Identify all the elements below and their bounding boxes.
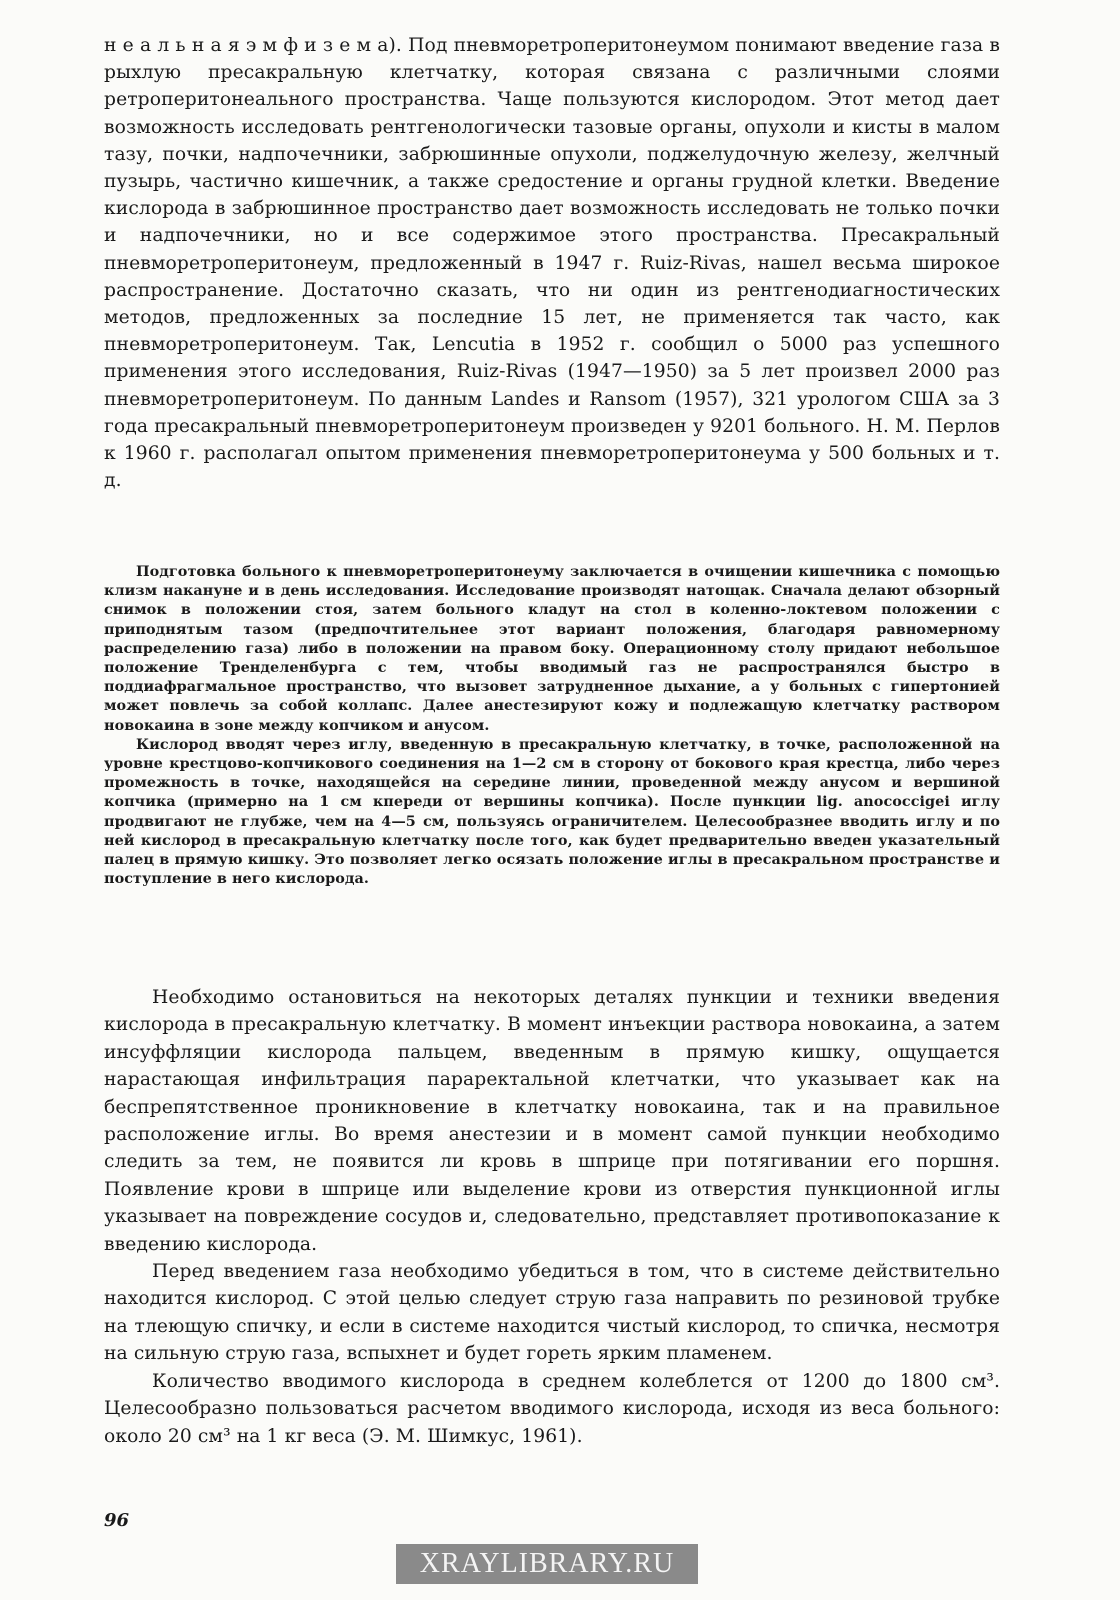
paragraph-puncture-details: Необходимо остановиться на некоторых деталях пункции и техники введения кислорода в пресакральную клетчатку. В момент инъекции раствора новокаина, а затем инсуффляции кислорода пальцем, введенным в прямую кишку, ощущается нарастающая инфильтрация параректальной клетчатки, что указывает как на беспрепятственное проникновение в клетчатку новокаина, так и на правильное расположение иглы. Во время анестезии и в момент самой пункции необходимо следить за тем, не появится ли кровь в шприце при потягивании его поршня. Появление крови в шприце или выделение крови из отверстия пункционной иглы указывает на повреждение сосудов и, следовательно, представляет противопоказание к введению кислорода. (104, 987, 1000, 1255)
paragraph-oxygen-check: Перед введением газа необходимо убедиться в том, что в системе действительно находится кислород. С этой целью следует струю газа направить по резиновой трубке на тлеющую спичку, и если в системе находится чистый кислород, то спичка, несмотря на сильную струю газа, вспыхнет и будет гореть ярким пламенем. (104, 1261, 1000, 1365)
main-text-bottom (104, 984, 1000, 1450)
paragraph-pneumoretroperitoneum-intro: н е а л ь н а я э м ф и з е м а). Под пневморетроперитонеумом понимают введение газа в рыхлую пресакральную клетчатку, которая связана с различными слоями ретроперитонеального пространства. Чаще пользуются кислородом. Этот метод дает возможность исследовать рентгенологически тазовые органы, опухоли и кисты в малом тазу, почки, надпочечники, забрюшинные опухоли, поджелудочную железу, желчный пузырь, частично кишечник, а также средостение и органы грудной клетки. Введение кислорода в забрюшинное пространство дает возможность исследовать не только почки и надпочечники, но и все содержимое этого пространства. Пресакральный пневморетроперитонеум, предложенный в 1947 г. Ruiz-Rivas, нашел весьма широкое распространение. Достаточно сказать, что ни один из рентгенодиагностических методов, предложенных за последние 15 лет, не применяется так часто, как пневморетроперитонеум. Так, Lencutia в 1952 г. сообщил о 5000 раз успешного применения этого исследования, Ruiz-Rivas (1947—1950) за 5 лет произвел 2000 раз пневморетроперитонеум. По данным Landes и Ransom (1957), 321 урологом США за 3 года пресакральный пневморетроперитонеум произведен у 9201 больного. Н. М. Перлов к 1960 г. располагал опытом применения пневморетроперитонеума у 500 больных и т. д. (104, 35, 1000, 492)
paragraph-oxygen-injection: Кислород вводят через иглу, введенную в пресакральную клетчатку, в точке, расположенной на уровне крестцово-копчикового соединения на 1—2 см в сторону от бокового края крестца, либо через промежность в точке, находящейся на середине линии, проведенной между анусом и вершиной копчика (примерно на 1 см кпереди от вершины копчика). После пункции lig. anococcigei иглу продвигают не глубже, чем на 4—5 см, пользуясь ограничителем. Целесообразнее вводить иглу и по ней кислород в пресакральную клетчатку после того, как будет предварительно введен указательный палец в прямую кишку. Это позволяет легко осязать положение иглы в пресакральном пространстве и поступление в него кислорода. (104, 735, 1000, 888)
paragraph-oxygen-quantity: Количество вводимого кислорода в среднем колеблется от 1200 до 1800 см³. Целесообразно пользоваться расчетом вводимого кислорода, исходя из веса больного: около 20 см³ на 1 кг веса (Э. М. Шимкус, 1961). (104, 1370, 1000, 1447)
main-text-top (104, 32, 1000, 494)
page-number: 96 (104, 1510, 130, 1531)
watermark-logo: XRAYLIBRARY.RU (396, 1544, 698, 1584)
small-print-block (104, 562, 1000, 888)
paragraph-patient-preparation: Подготовка больного к пневморетроперитонеуму заключается в очищении кишечника с помощью клизм накануне и в день исследования. Исследование производят натощак. Сначала делают обзорный снимок в положении стоя, затем больного кладут на стол в коленно-локтевом положении с приподнятым тазом (предпочтительнее этот вариант положения, благодаря равномерному распределению газа) либо в положении на правом боку. Операционному столу придают небольшое положение Тренделенбурга с тем, чтобы вводимый газ не распространялся быстро в поддиафрагмальное пространство, что вызовет затрудненное дыхание, а у больных с гипертонией может повлечь за собой коллапс. Далее анестезируют кожу и подлежащую клетчатку раствором новокаина в зоне между копчиком и анусом. (104, 563, 1000, 734)
